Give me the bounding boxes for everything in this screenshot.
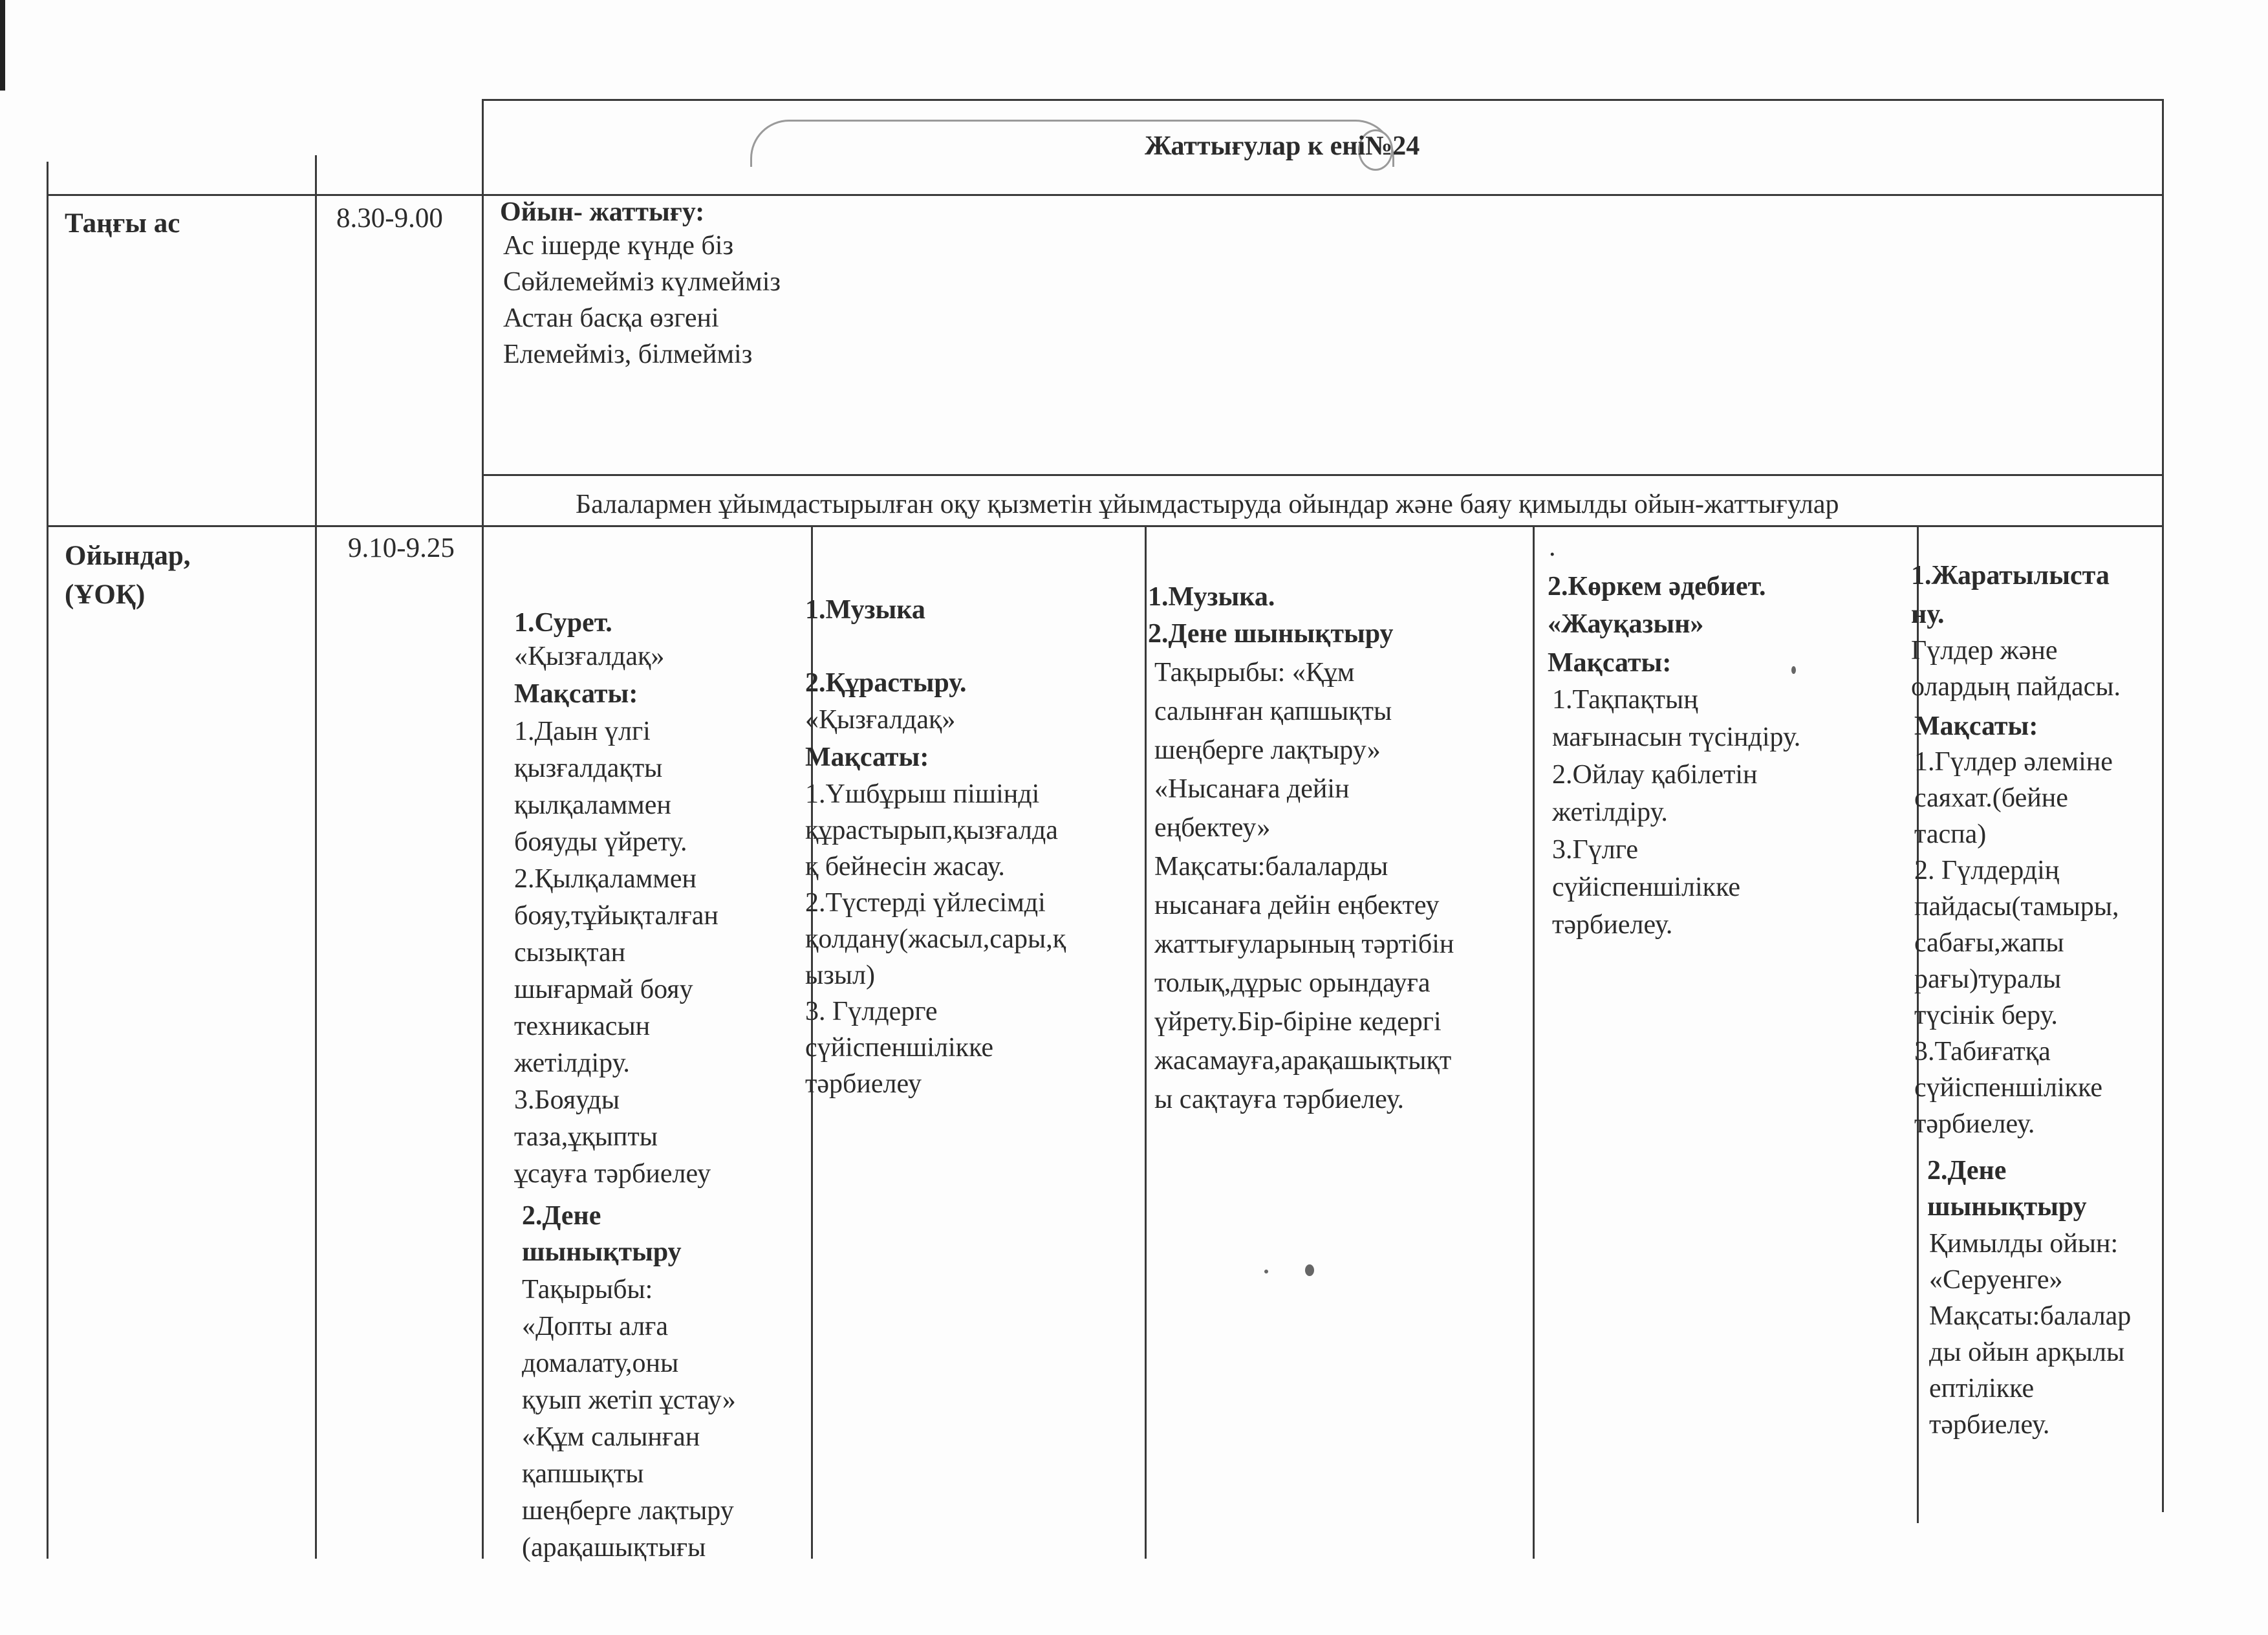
- col4-goals: 1.Тақпақтың мағынасын түсіндіру. 2.Ойлау қабілетін жетілдіру. 3.Гүлге сүйіспеншілікке тәрбиелеу.: [1552, 685, 1801, 940]
- col-divider-label: [47, 162, 49, 1559]
- col1-pe-title: 2.Дене шынықтыру: [522, 1201, 682, 1267]
- col3-title: 1.Музыка. 2.Дене шынықтыру: [1148, 582, 1394, 649]
- col5-pe-title: 2.Дене шынықтыру: [1927, 1156, 2087, 1222]
- col4-goal-label: Мақсаты:: [1548, 648, 1672, 678]
- page-title: Жаттығулар к ені№24: [1145, 131, 1420, 161]
- col1-quote: «Қызғалдақ»: [514, 642, 665, 671]
- col5-sub: Гүлдер және олардың пайдасы.: [1911, 636, 2121, 702]
- scan-speck: [1264, 1270, 1268, 1273]
- header-bottom-line: [47, 194, 2163, 196]
- col5-goals: 1.Гүлдер әлеміне саяхат.(бейне таспа) 2. Гүлдердің пайдасы(тамыры, сабағы,жапы рағы)туралы түсінік беру. 3.Табиғатқа сүйіспеншілікке тәрбиелеу.: [1914, 747, 2119, 1139]
- table-top-border: [482, 99, 2163, 101]
- scan-speck: [1791, 666, 1796, 674]
- table-right-border: [2162, 99, 2164, 1512]
- row-time-games: 9.10-9.25: [348, 533, 455, 563]
- col5-goal-label: Мақсаты:: [1914, 711, 2038, 741]
- col-divider-time: [315, 155, 317, 1559]
- breakfast-content-title: Ойын- жаттығу:: [500, 197, 705, 227]
- col1-goal-label: Мақсаты:: [514, 679, 638, 709]
- col1-goals: 1.Даын үлгі қызғалдақты қылқаламмен бояуды үйрету. 2.Қылқаламмен бояу,тұйықталған сызықтан шығармай бояу техникасын жетілдіру. 3.Бояуды таза,ұқыпты ұсауға тәрбиелеу: [514, 717, 718, 1189]
- col2-title-build: 2.Құрастыру.: [805, 668, 967, 698]
- col4-dot: .: [1549, 532, 1556, 562]
- col5-title: 1.Жаратылыста ну.: [1911, 561, 2110, 629]
- col-divider-content: [482, 99, 484, 1559]
- row1-bottom-line: [47, 525, 2163, 527]
- act-col-divider-2: [1145, 527, 1147, 1559]
- scan-speck: [1305, 1264, 1314, 1276]
- act-col-divider-3: [1533, 527, 1535, 1559]
- col2-title-music: 1.Музыка: [805, 595, 925, 625]
- row-label-games: Ойындар, (ҰОҚ): [65, 541, 191, 610]
- col1-pe-text: Тақырыбы: «Допты алға домалату,оны қуып жетіп ұстау» «Құм салынған қапшықты шеңберге лақтыру (арақашықтығы: [522, 1275, 736, 1563]
- row-label-breakfast: Таңғы ас: [65, 208, 180, 239]
- scan-edge: [0, 0, 5, 91]
- col4-title: 2.Көркем әдебиет. «Жауқазын»: [1548, 572, 1766, 639]
- col2-goal-label: Мақсаты:: [805, 742, 929, 772]
- col5-pe-text: Қимылды ойын: «Серуенге» Мақсаты:балалар ды ойын арқылы ептілікке тәрбиелеу.: [1929, 1229, 2132, 1440]
- col2-quote: «Қызғалдақ»: [805, 705, 956, 735]
- breakfast-rhyme: Ас ішерде күнде біз Сөйлемейміз күлмейміз Астан басқа өзгені Елемейміз, білмейміз: [503, 231, 781, 369]
- banner-top-line: [484, 474, 2163, 476]
- games-banner: Балалармен ұйымдастырылған оқу қызметін ұйымдастыруда ойындар және баяу қимылды ойын-жаттығулар: [576, 490, 1839, 519]
- col1-title: 1.Сурет.: [514, 608, 612, 638]
- col3-text: Тақырыбы: «Құм салынған қапшықты шеңберге лақтыру» «Нысанаға дейін еңбектеу» Мақсаты:балаларды нысанаға дейін еңбектеу жаттығуларының тәртібін толық,дұрыс орындауға үйрету.Бір-біріне кедергі жасамауға,арақашықтықт ы сақтауға тәрбиелеу.: [1154, 658, 1454, 1114]
- row-time-breakfast: 8.30-9.00: [336, 203, 443, 233]
- col2-goals: 1.Үшбұрыш пішінді құрастырып,қызғалда қ бейнесін жасау. 2.Түстерді үйлесімді қолдану(жасыл,сары,қ ызыл) 3. Гүлдерге сүйіспеншілікке тәрбиелеу: [805, 779, 1066, 1099]
